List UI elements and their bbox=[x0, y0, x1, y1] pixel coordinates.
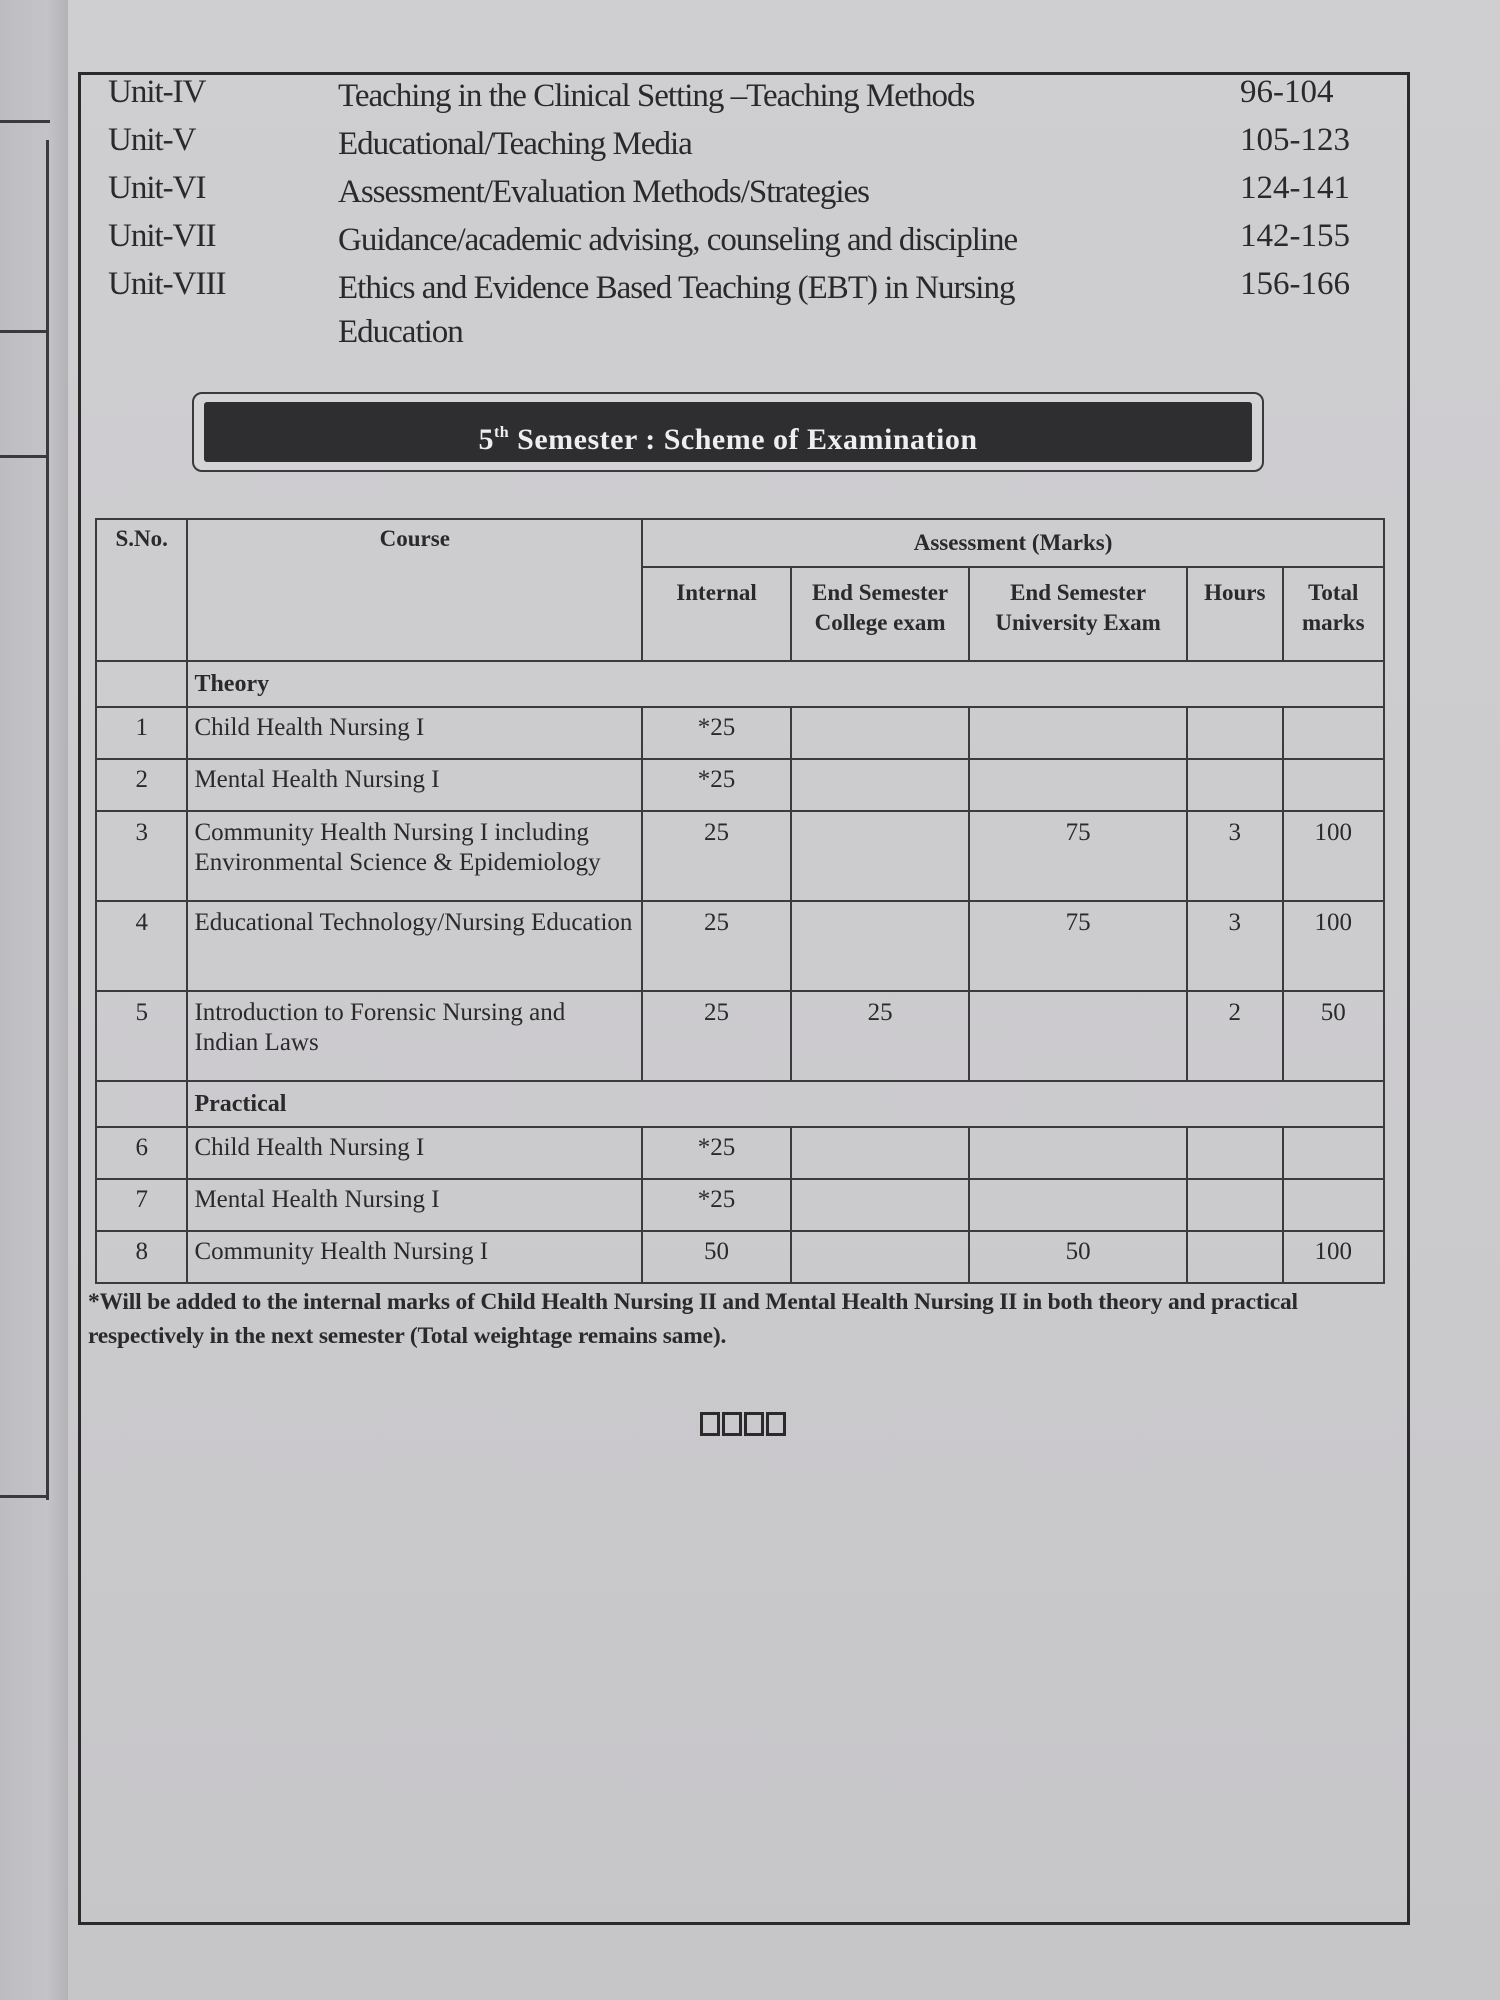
table-row bbox=[96, 901, 1384, 991]
cell-course: Introduction to Forensic Nursing and Indian Laws bbox=[187, 991, 642, 1081]
unit-pages: 156-166 bbox=[1240, 266, 1350, 302]
cell-university: 75 bbox=[969, 811, 1187, 901]
cell-sno: 2 bbox=[96, 759, 187, 811]
unit-number: Unit-IV bbox=[108, 74, 206, 110]
section-row-theory bbox=[96, 661, 1384, 707]
cell-sno: 4 bbox=[96, 901, 187, 991]
table-row bbox=[96, 1127, 1384, 1179]
adjacent-page-rule bbox=[0, 120, 50, 123]
table-row bbox=[96, 707, 1384, 759]
cell-hours bbox=[1187, 759, 1283, 811]
cell-university bbox=[969, 1179, 1187, 1231]
cell-sno: 7 bbox=[96, 1179, 187, 1231]
cell-course: Child Health Nursing I bbox=[187, 1127, 642, 1179]
cell-internal: 25 bbox=[642, 991, 791, 1081]
cell-hours bbox=[1187, 707, 1283, 759]
cell-hours: 3 bbox=[1187, 901, 1283, 991]
header-college-exam: End Semester College exam bbox=[791, 567, 969, 661]
header-hours: Hours bbox=[1187, 567, 1283, 661]
semester-number: 5 bbox=[478, 423, 494, 456]
cell-course: Community Health Nursing I including Environmental Science & Epidemiology bbox=[187, 811, 642, 901]
table-row bbox=[96, 1179, 1384, 1231]
cell-sno: 8 bbox=[96, 1231, 187, 1283]
unit-pages: 142-155 bbox=[1240, 218, 1350, 254]
cell-college bbox=[791, 811, 969, 901]
unit-title: Educational/Teaching Media bbox=[338, 126, 692, 162]
unit-title: Guidance/academic advising, counseling and discipline bbox=[338, 222, 1018, 258]
cell-total: 100 bbox=[1283, 901, 1384, 991]
cell-university: 75 bbox=[969, 901, 1187, 991]
unit-number: Unit-VIII bbox=[108, 266, 226, 302]
cell-college bbox=[791, 759, 969, 811]
cell-sno: 6 bbox=[96, 1127, 187, 1179]
cell-university bbox=[969, 707, 1187, 759]
adjacent-page-rule bbox=[46, 140, 49, 1500]
book-page bbox=[68, 0, 1500, 2000]
cell-hours bbox=[1187, 1179, 1283, 1231]
cell-hours bbox=[1187, 1127, 1283, 1179]
unit-pages: 105-123 bbox=[1240, 122, 1350, 158]
cell-university bbox=[969, 759, 1187, 811]
header-sno: S.No. bbox=[96, 519, 187, 661]
table-footnote: *Will be added to the internal marks of Child Health Nursing II and Mental Health Nursing II in both theory and practical respectively in the next semester (Total weightage remains same). bbox=[88, 1289, 1298, 1349]
unit-pages: 96-104 bbox=[1240, 74, 1334, 110]
unit-title: Assessment/Evaluation Methods/Strategies bbox=[338, 174, 870, 210]
exam-scheme-table bbox=[95, 518, 1385, 1284]
cell-college bbox=[791, 1179, 969, 1231]
end-of-section-marks bbox=[700, 1412, 786, 1436]
cell-total bbox=[1283, 707, 1384, 759]
cell-total bbox=[1283, 759, 1384, 811]
cell-total: 50 bbox=[1283, 991, 1384, 1081]
cell-college: 25 bbox=[791, 991, 969, 1081]
header-assessment: Assessment (Marks) bbox=[642, 519, 1384, 567]
cell-college bbox=[791, 1231, 969, 1283]
unit-number: Unit-VI bbox=[108, 170, 206, 206]
banner-text: Semester : Scheme of Examination bbox=[509, 423, 978, 456]
cell-university bbox=[969, 1127, 1187, 1179]
section-label: Theory bbox=[187, 661, 1384, 707]
adjacent-page-edge bbox=[0, 0, 70, 2000]
cell-course: Community Health Nursing I bbox=[187, 1231, 642, 1283]
unit-title: Ethics and Evidence Based Teaching (EBT) in Nursing Education bbox=[338, 270, 1015, 350]
cell-total: 100 bbox=[1283, 1231, 1384, 1283]
cell-course: Mental Health Nursing I bbox=[187, 759, 642, 811]
unit-row bbox=[108, 170, 1368, 218]
adjacent-page-rule bbox=[0, 455, 46, 458]
unit-number: Unit-VII bbox=[108, 218, 216, 254]
cell-course: Child Health Nursing I bbox=[187, 707, 642, 759]
cell-hours: 3 bbox=[1187, 811, 1283, 901]
unit-pages: 124-141 bbox=[1240, 170, 1350, 206]
box-mark-icon bbox=[700, 1412, 720, 1436]
cell-hours: 2 bbox=[1187, 991, 1283, 1081]
empty-cell bbox=[96, 1081, 187, 1127]
unit-row bbox=[108, 218, 1368, 266]
table-row bbox=[96, 759, 1384, 811]
box-mark-icon bbox=[722, 1412, 742, 1436]
cell-internal: *25 bbox=[642, 707, 791, 759]
section-banner bbox=[192, 392, 1264, 472]
header-university-exam: End Semester University Exam bbox=[969, 567, 1187, 661]
box-mark-icon bbox=[744, 1412, 764, 1436]
cell-internal: 25 bbox=[642, 901, 791, 991]
cell-sno: 3 bbox=[96, 811, 187, 901]
cell-internal: 50 bbox=[642, 1231, 791, 1283]
cell-college bbox=[791, 901, 969, 991]
cell-sno: 5 bbox=[96, 991, 187, 1081]
table-row bbox=[96, 1231, 1384, 1283]
cell-internal: *25 bbox=[642, 1179, 791, 1231]
cell-total bbox=[1283, 1127, 1384, 1179]
cell-college bbox=[791, 1127, 969, 1179]
header-internal: Internal bbox=[642, 567, 791, 661]
cell-sno: 1 bbox=[96, 707, 187, 759]
adjacent-page-rule bbox=[0, 330, 46, 333]
unit-row bbox=[108, 122, 1368, 170]
cell-college bbox=[791, 707, 969, 759]
cell-internal: *25 bbox=[642, 1127, 791, 1179]
unit-row bbox=[108, 74, 1368, 122]
banner-title bbox=[204, 402, 1252, 462]
cell-total: 100 bbox=[1283, 811, 1384, 901]
unit-number: Unit-V bbox=[108, 122, 196, 158]
cell-hours bbox=[1187, 1231, 1283, 1283]
cell-university bbox=[969, 991, 1187, 1081]
cell-course: Educational Technology/Nursing Education bbox=[187, 901, 642, 991]
empty-cell bbox=[96, 661, 187, 707]
cell-internal: 25 bbox=[642, 811, 791, 901]
table-row bbox=[96, 811, 1384, 901]
header-total: Total marks bbox=[1283, 567, 1384, 661]
ordinal-suffix: th bbox=[493, 424, 510, 441]
table-row bbox=[96, 991, 1384, 1081]
table-header-row bbox=[96, 519, 1384, 567]
unit-row bbox=[108, 266, 1368, 366]
box-mark-icon bbox=[766, 1412, 786, 1436]
header-course: Course bbox=[187, 519, 642, 661]
section-row-practical bbox=[96, 1081, 1384, 1127]
cell-internal: *25 bbox=[642, 759, 791, 811]
cell-course: Mental Health Nursing I bbox=[187, 1179, 642, 1231]
cell-university: 50 bbox=[969, 1231, 1187, 1283]
unit-title: Teaching in the Clinical Setting –Teaching Methods bbox=[338, 78, 975, 114]
cell-total bbox=[1283, 1179, 1384, 1231]
unit-list bbox=[108, 74, 1368, 366]
section-label: Practical bbox=[187, 1081, 1384, 1127]
adjacent-page-rule bbox=[0, 1495, 46, 1498]
